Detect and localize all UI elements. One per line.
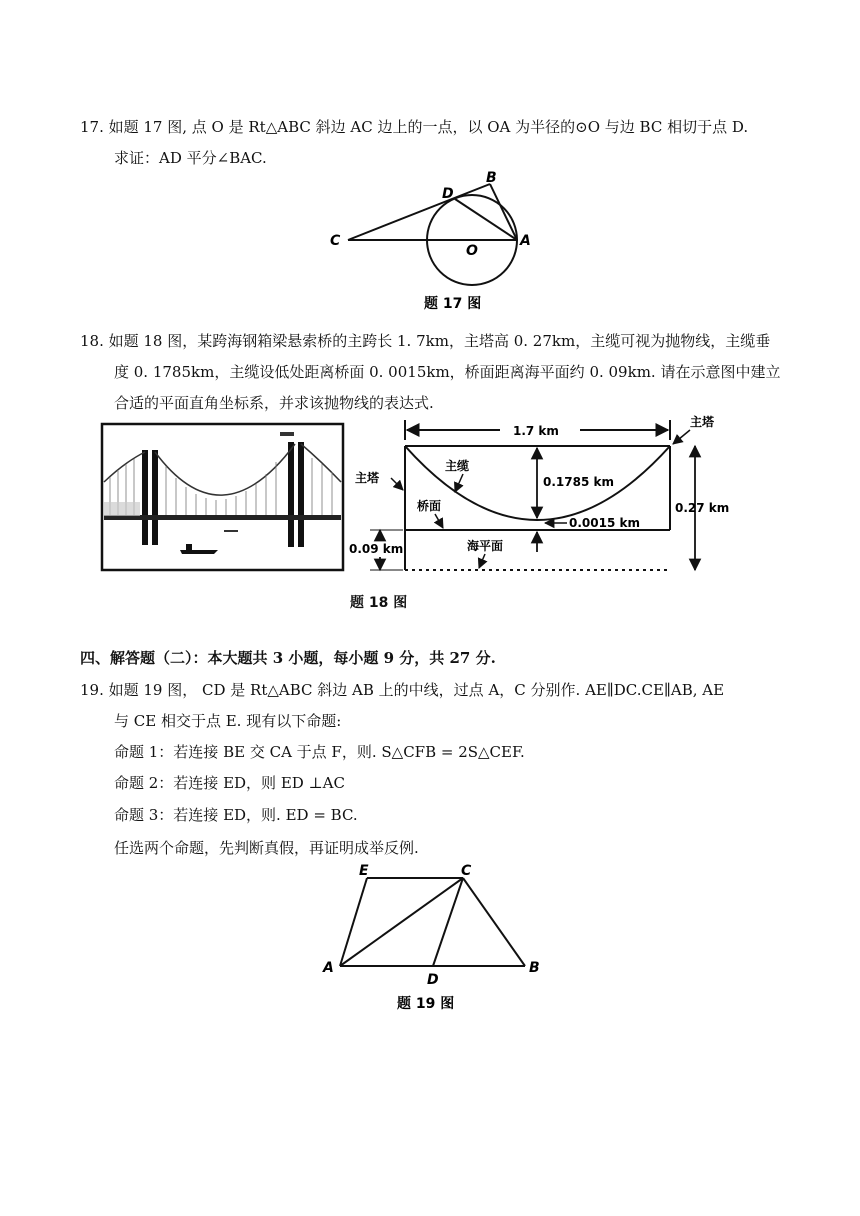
q17-line-2: 求证：AD 平分∠BAC. xyxy=(114,149,267,167)
q19-label-a: A xyxy=(323,960,334,976)
q19-line-1: 19. 如题 19 图， CD 是 Rt△ABC 斜边 AB 上的中线，过点 A，C 分别作. AE∥DC.CE∥AB, AE xyxy=(80,681,725,699)
q17-line-1: 17. 如题 17 图, 点 O 是 Rt△ABC 斜边 AC 边上的一点，以 OA 为半径的⊙O 与边 BC 相切于点 D. xyxy=(80,118,749,136)
q17-label-o: O xyxy=(466,243,478,259)
q17-label-c: C xyxy=(330,233,341,249)
q19-label-c: C xyxy=(461,863,472,879)
q19-proposition-1: 命题 1：若连接 BE 交 CA 于点 F，则. S△CFB = 2S△CEF. xyxy=(114,743,525,761)
q18-tower-right-label: 主塔 xyxy=(690,415,715,429)
q19-proposition-3: 命题 3：若连接 ED，则. ED = BC. xyxy=(114,806,358,824)
q19-label-d: D xyxy=(427,972,439,988)
q17-label-d: D xyxy=(442,186,454,202)
q18-cable-label: 主缆 xyxy=(445,459,470,473)
q18-line-1: 18. 如题 18 图，某跨海钢箱梁悬索桥的主跨长 1. 7km，主塔高 0. 27km，主缆可视为抛物线，主缆垂 xyxy=(80,332,771,350)
q19-task: 任选两个命题，先判断真假，再证明成举反例. xyxy=(114,839,419,857)
q19-label-e: E xyxy=(359,863,369,879)
q17-label-a: A xyxy=(520,233,531,249)
q18-schematic xyxy=(345,412,735,577)
q17-segment-cb xyxy=(348,184,490,240)
q18-caption: 题 18 图 xyxy=(350,595,408,611)
q19-proposition-2: 命题 2：若连接 ED，则 ED ⊥AC xyxy=(114,774,345,792)
q18-gap-label: 0.0015 km xyxy=(569,516,640,530)
q19-line-2: 与 CE 相交于点 E. 现有以下命题: xyxy=(114,712,342,730)
section-4-heading: 四、解答题（二）：本大题共 3 小题，每小题 9 分，共 27 分. xyxy=(80,649,496,667)
q18-deck-height-label: 0.09 km xyxy=(349,542,404,556)
q18-deck-label: 桥面 xyxy=(417,499,442,513)
q18-height-label: 0.27 km xyxy=(675,501,730,515)
q19-label-b: B xyxy=(529,960,540,976)
q18-sag-label: 0.1785 km xyxy=(543,475,614,489)
q17-caption: 题 17 图 xyxy=(424,296,482,312)
q19-figure xyxy=(315,860,555,1015)
q18-line-2: 度 0. 1785km，主缆设低处距离桥面 0. 0015km，桥面距离海平面约 0. 09km. 请在示意图中建立 xyxy=(114,363,781,381)
q19-caption: 题 19 图 xyxy=(397,996,455,1012)
q17-figure xyxy=(320,170,540,315)
q18-span-label: 1.7 km xyxy=(513,424,559,438)
q18-line-3: 合适的平面直角坐标系，并求该抛物线的表达式. xyxy=(114,394,434,412)
q18-tower-left-label: 主塔 xyxy=(355,471,380,485)
q17-label-b: B xyxy=(486,170,497,186)
q18-sea-label: 海平面 xyxy=(467,539,504,553)
q18-bridge-photo xyxy=(100,422,345,572)
